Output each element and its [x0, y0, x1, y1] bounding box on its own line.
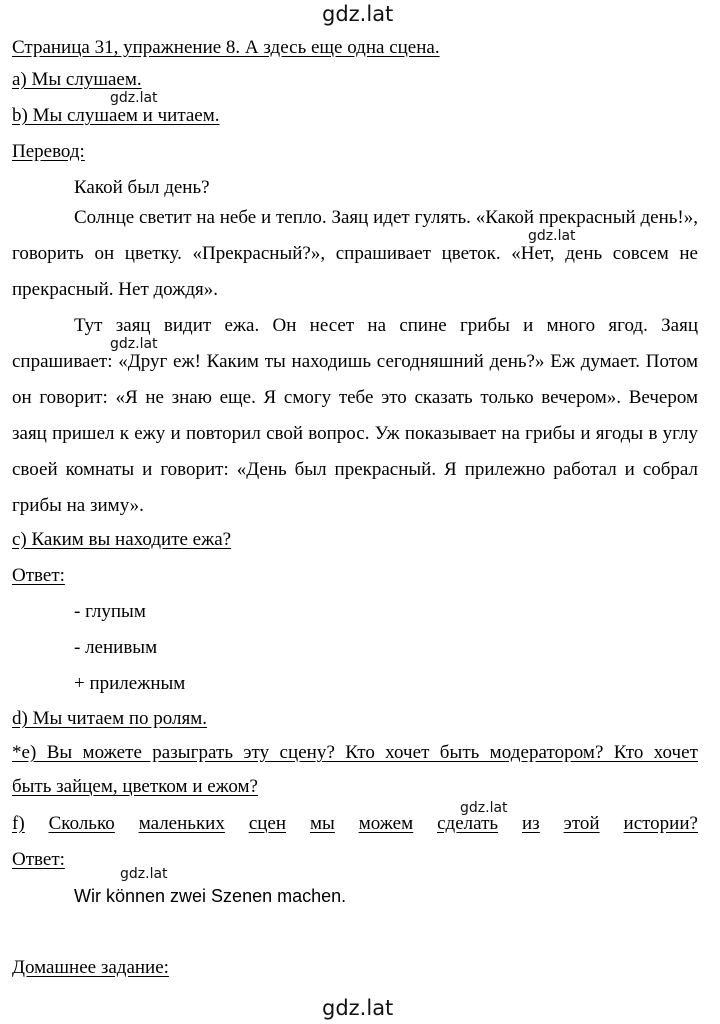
answer-f: Wir können zwei Szenen machen. [74, 886, 347, 906]
watermark-small: gdz.lat [120, 866, 168, 882]
story-paragraph-2-text: Тут заяц видит ежа. Он несет на спине грибы и много ягод. Заяц спрашивает: «Друг еж! Каким ты находишь сегодняшний день?» Еж думает. Потом он говорит: «Я не знаю еще. Я смогу тебе это сказать только вечером». Вечером заяц пришел к ежу и повторил свой вопрос. Уж показывает на грибы и ягоды в углу своей комнаты и говорит: «День был прекрасный. Я прилежно работал и собрал грибы на зиму». [12, 315, 698, 516]
watermark-small: gdz.lat [460, 800, 508, 816]
story-title: Какой был день? [74, 177, 210, 198]
watermark-small: gdz.lat [110, 90, 158, 106]
item-f [12, 812, 698, 836]
item-f-word: f) [12, 813, 25, 834]
item-c: c) Каким вы находите ежа? [12, 529, 232, 550]
answer-label-f: Ответ: [12, 849, 65, 870]
watermark-header: gdz.lat [322, 2, 394, 26]
item-e-line-1 [12, 741, 698, 765]
answer-option: - глупым [74, 601, 146, 622]
item-f-word: мы [309, 813, 335, 834]
watermark-small: gdz.lat [110, 336, 158, 352]
translation-label: Перевод: [12, 141, 85, 162]
item-f-word: истории? [623, 813, 698, 834]
homework-label: Домашнее задание: [12, 957, 169, 978]
item-f-word: из [522, 813, 540, 834]
answer-option: - ленивым [74, 637, 158, 658]
item-f-word: маленьких [138, 813, 225, 834]
answer-option: + прилежным [74, 673, 186, 694]
watermark-small: gdz.lat [528, 228, 576, 244]
watermark-footer: gdz.lat [322, 996, 394, 1020]
item-f-word: можем [358, 813, 414, 834]
item-a: a) Мы слушаем. [12, 69, 142, 90]
story-paragraph-1 [12, 200, 698, 308]
item-d: d) Мы читаем по ролям. [12, 708, 208, 729]
item-e-line-1-text: *e) Вы можете разыграть эту сцену? Кто хочет быть модератором? Кто хочет [12, 742, 698, 763]
exercise-header: Страница 31, упражнение 8. А здесь еще одна сцена. [12, 37, 440, 58]
story-paragraph-1-text: Солнце светит на небе и тепло. Заяц идет гулять. «Какой прекрасный день!», говорить он цветку. «Прекрасный?», спрашивает цветок. «Нет, день совсем не прекрасный. Нет дождя». [12, 207, 698, 300]
answer-label-c: Ответ: [12, 565, 65, 586]
item-f-word: сделать [437, 813, 499, 834]
item-e-line-2: быть зайцем, цветком и ежом? [12, 776, 258, 797]
item-f-word: этой [563, 813, 600, 834]
item-b: b) Мы слушаем и читаем. [12, 105, 220, 126]
item-f-word: Сколько [48, 813, 115, 834]
item-f-word: сцен [248, 813, 287, 834]
